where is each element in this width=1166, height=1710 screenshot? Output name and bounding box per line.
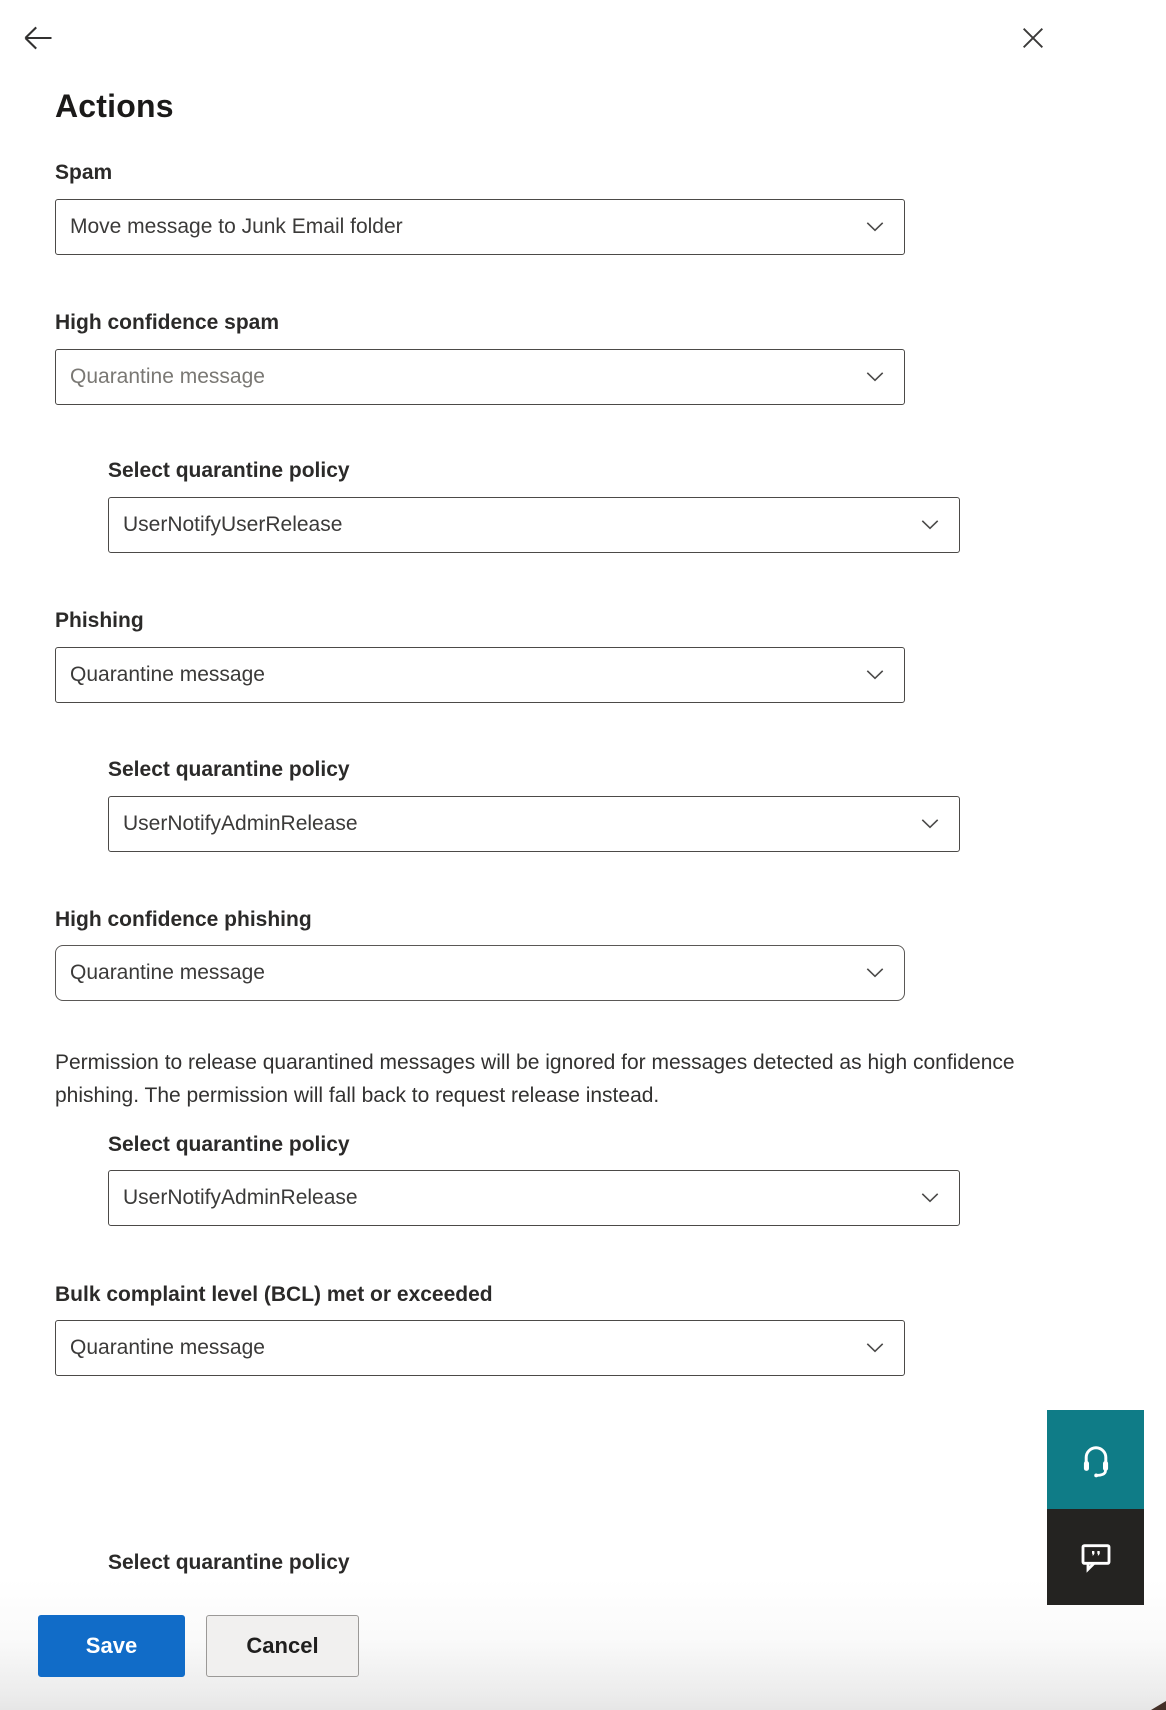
chevron-down-icon (921, 819, 939, 830)
footer-bar (0, 1579, 1166, 1710)
quarantine-policy-label-phishing: Select quarantine policy (108, 758, 350, 781)
chevron-down-icon (921, 520, 939, 531)
phishing-label: Phishing (55, 609, 144, 632)
quarantine-policy-value-hcp: UserNotifyAdminRelease (123, 1186, 358, 1209)
high-confidence-phishing-action-value: Quarantine message (70, 961, 265, 984)
spam-label: Spam (55, 161, 113, 184)
page-title: Actions (55, 88, 174, 124)
spam-action-dropdown[interactable] (55, 199, 905, 255)
arrow-left-icon (20, 20, 56, 56)
feedback-icon (1076, 1537, 1116, 1577)
high-confidence-spam-label: High confidence spam (55, 311, 280, 334)
high-confidence-phishing-note: Permission to release quarantined messages will be ignored for messages detected as high confidence phishing. The permission will fall back to request release instead. (55, 1051, 1015, 1107)
phishing-action-value: Quarantine message (70, 663, 265, 686)
chevron-down-icon (866, 222, 884, 233)
quarantine-policy-dropdown-spam[interactable] (108, 497, 960, 553)
high-confidence-spam-action-dropdown[interactable] (55, 349, 905, 405)
bcl-label: Bulk complaint level (BCL) met or exceeded (55, 1283, 493, 1306)
high-confidence-spam-action-value: Quarantine message (70, 365, 265, 388)
quarantine-policy-value-phishing: UserNotifyAdminRelease (123, 812, 358, 835)
quarantine-policy-label-hcp: Select quarantine policy (108, 1133, 350, 1156)
bcl-action-dropdown[interactable] (55, 1320, 905, 1376)
help-button[interactable] (1047, 1410, 1144, 1509)
bcl-action-value: Quarantine message (70, 1336, 265, 1359)
save-button[interactable]: Save (38, 1615, 185, 1677)
chevron-down-icon (866, 1343, 884, 1354)
chevron-down-icon (866, 372, 884, 383)
cancel-button[interactable]: Cancel (206, 1615, 359, 1677)
close-button[interactable] (1013, 18, 1053, 58)
quarantine-policy-value-spam: UserNotifyUserRelease (123, 513, 343, 536)
chevron-down-icon (921, 1193, 939, 1204)
quarantine-policy-label-bcl-clipped: Select quarantine policy (108, 1551, 350, 1574)
back-button[interactable] (18, 18, 58, 58)
quarantine-policy-dropdown-phishing[interactable] (108, 796, 960, 852)
quarantine-policy-label-spam: Select quarantine policy (108, 459, 350, 482)
chevron-down-icon (866, 670, 884, 681)
phishing-action-dropdown[interactable] (55, 647, 905, 703)
feedback-button[interactable] (1047, 1509, 1144, 1605)
high-confidence-phishing-label: High confidence phishing (55, 908, 312, 931)
spam-action-value: Move message to Junk Email folder (70, 215, 403, 238)
high-confidence-phishing-action-dropdown[interactable] (55, 945, 905, 1001)
close-icon (1017, 22, 1049, 54)
quarantine-policy-dropdown-hcp[interactable] (108, 1170, 960, 1226)
chevron-down-icon (866, 968, 884, 979)
headset-icon (1075, 1439, 1117, 1481)
